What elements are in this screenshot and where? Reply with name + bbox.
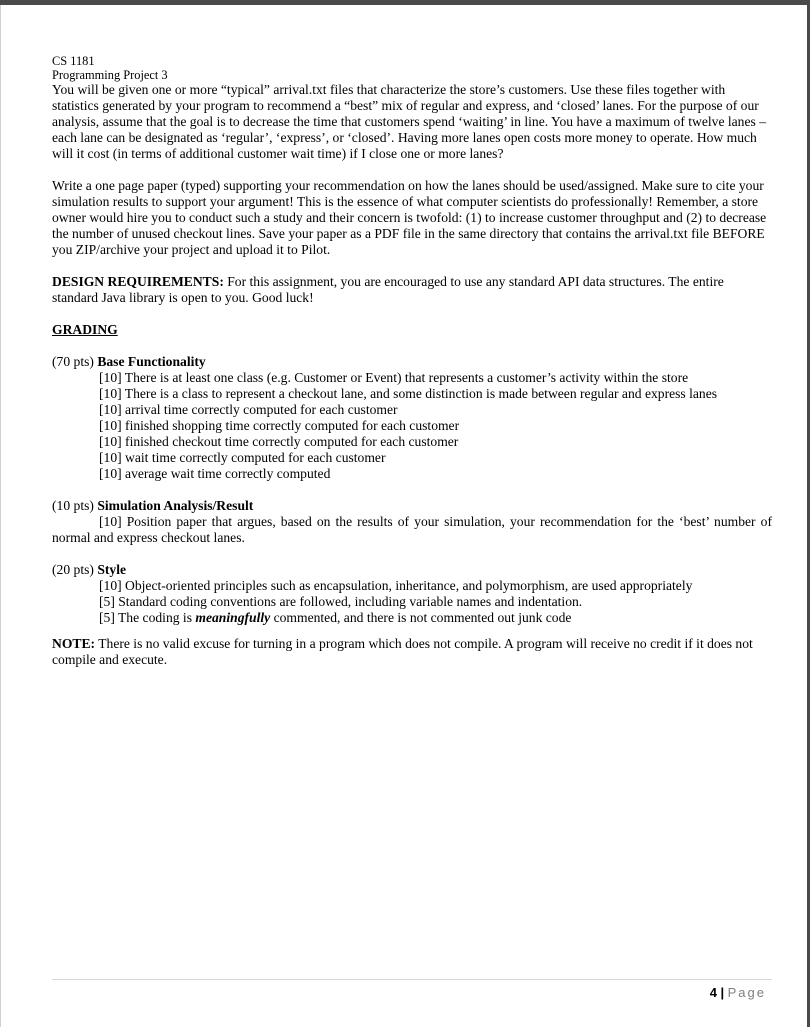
style-item: [10] Object-oriented principles such as encapsulation, inheritance, and polymorphism, are used appropriately [99,578,693,593]
base-points: (70 pts) [52,354,98,369]
page-footer [710,985,766,1000]
footer-divider [52,979,772,980]
grading-item: [10] average wait time correctly computed [99,466,331,481]
style-item-text: [5] The coding is [99,610,196,625]
base-title: Base Functionality [97,354,206,369]
document-page [0,5,807,1027]
grading-item: [10] finished shopping time correctly computed for each customer [99,418,460,433]
note-text: There is no valid excuse for turning in a program which does not compile. A program will receive no credit if it does not compile and execute. [52,636,753,667]
page-label: Page [727,985,766,1000]
analysis-points: (10 pts) [52,498,98,513]
base-functionality-heading [52,354,772,370]
grading-item: [10] arrival time correctly computed for each customer [99,402,398,417]
grading-item: [10] There is a class to represent a checkout lane, and some distinction is made between regular and express lanes [99,386,718,401]
design-requirements-label: DESIGN REQUIREMENTS: [52,274,224,289]
grading-heading: GRADING [52,322,118,337]
paper-paragraph: Write a one page paper (typed) supporting your recommendation on how the lanes should be used/assigned. Make sure to cite your simulation results to support your argument! This is the essence of what computer scientists do professionally! Remember, a store owner would hire you to conduct such a study and their concern is twofold: (1) to increase customer throughput and (2) to decrease the number of unused checkout lines. Save your paper as a PDF file in the same directory that contains the arrival.txt file BEFORE you ZIP/archive your project and upload it to Pilot. [52,178,767,257]
grading-item: [10] wait time correctly computed for each customer [99,450,386,465]
style-item: [5] Standard coding conventions are followed, including variable names and indentation. [99,594,583,609]
style-item [52,610,772,626]
style-heading [52,562,772,578]
project-title: Programming Project 3 [52,67,168,82]
style-item-emphasis: meaningfully [195,610,271,625]
style-item-text: commented, and there is not commented out junk code [270,610,572,625]
page-number: 4 [709,985,718,1000]
document-body [52,55,772,668]
analysis-item: [10] Position paper that argues, based on the results of your simulation, your recommendation for the ‘best’ number of normal and express checkout lanes. [52,514,772,545]
analysis-heading [52,498,772,514]
course-code: CS 1181 [52,54,95,68]
grading-item: [10] finished checkout time correctly computed for each customer [99,434,459,449]
style-title: Style [97,562,127,577]
footer-separator: | [720,985,725,1000]
analysis-title: Simulation Analysis/Result [97,498,254,513]
style-points: (20 pts) [52,562,98,577]
intro-paragraph: You will be given one or more “typical” arrival.txt files that characterize the store’s customers. Use these files together with statistics generated by your program to recommend a “best” mix of regular and express, and ‘closed’ lanes. For the purpose of our analysis, assume that the goal is to decrease the time that customers spend ‘waiting’ in line. You have a maximum of twelve lanes – each lane can be designated as ‘regular’, ‘express’, or ‘closed’. Having more lanes open costs more money to operate. How much will it cost (in terms of additional customer wait time) if I close one or more lanes? [52,82,767,161]
design-requirements-paragraph [52,274,772,306]
note-paragraph [52,636,772,668]
grading-item: [10] There is at least one class (e.g. Customer or Event) that represents a customer’s activity within the store [99,370,689,385]
design-requirements-text: For this assignment, you are encouraged to use any standard API data structures. The entire standard Java library is open to you. Good luck! [52,274,724,305]
note-label: NOTE: [52,636,96,651]
